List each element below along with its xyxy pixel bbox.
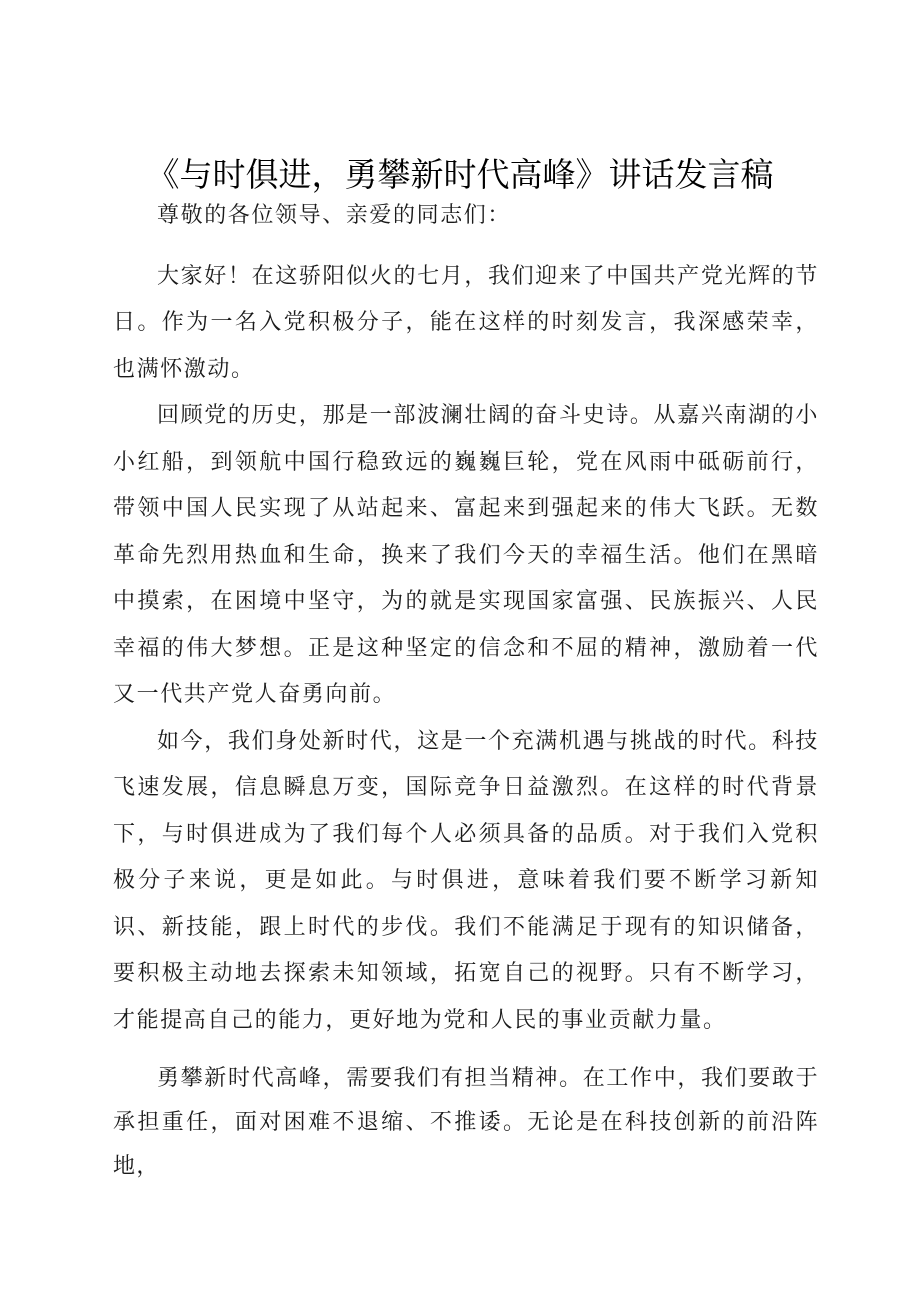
history-paragraph: 回顾党的历史，那是一部波澜壮阔的奋斗史诗。从嘉兴南湖的小小红船，到领航中国行稳致远的巍巍巨轮，党在风雨中砥砺前行，带领中国人民实现了从站起来、富起来到强起来的伟大飞跃。无数革命先烈用热血和生命，换来了我们今天的幸福生活。他们在黑暗中摸索，在困境中坚守，为的就是实现国家富强、民族振兴、人民幸福的伟大梦想。正是这种坚定的信念和不屈的精神，激励着一代又一代共产党人奋勇向前。 [113, 403, 819, 707]
document-title: 《与时俱进，勇攀新时代高峰》讲话发言稿 [146, 155, 774, 195]
new-era-paragraph: 如今，我们身处新时代，这是一个充满机遇与挑战的时代。科技飞速发展，信息瞬息万变，国际竞争日益激烈。在这样的时代背景下，与时俱进成为了我们每个人必须具备的品质。对于我们入党积极分子来说，更是如此。与时俱进，意味着我们要不断学习新知识、新技能，跟上时代的步伐。我们不能满足于现有的知识储备，要积极主动地去探索未知领域，拓宽自己的视野。只有不断学习，才能提高自己的能力，更好地为党和人民的事业贡献力量。 [113, 728, 819, 1033]
document-body [113, 193, 819, 1189]
salutation-paragraph: 尊敬的各位领导、亲爱的同志们： [157, 203, 512, 228]
responsibility-paragraph: 勇攀新时代高峰，需要我们有担当精神。在工作中，我们要敢于承担重任，面对困难不退缩、不推诿。无论是在科技创新的前沿阵地， [113, 1066, 819, 1179]
greeting-paragraph: 大家好！在这骄阳似火的七月，我们迎来了中国共产党光辉的节日。作为一名入党积极分子，能在这样的时刻发言，我深感荣幸，也满怀激动。 [113, 263, 819, 382]
